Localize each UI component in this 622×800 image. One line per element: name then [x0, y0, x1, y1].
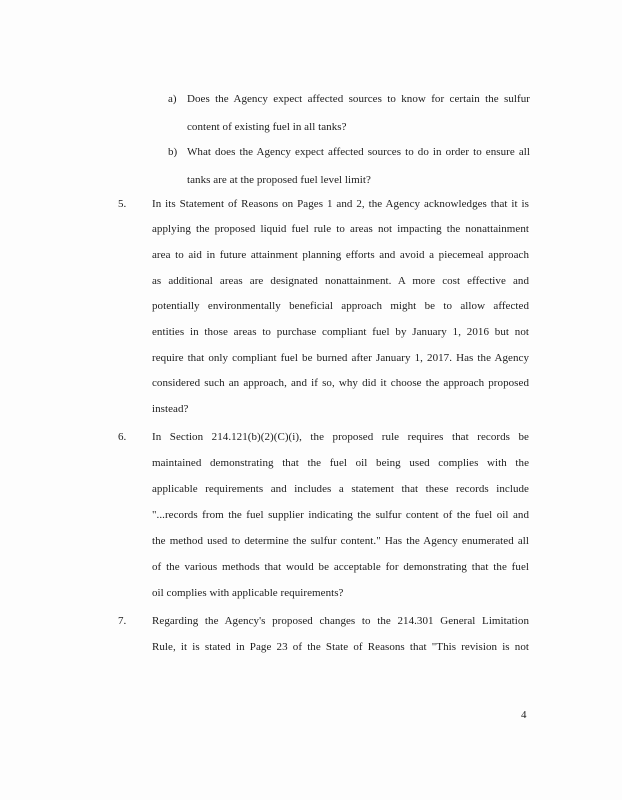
item-5-line-6: entities in those areas to purchase compliant fuel by January 1, 2016 but not [152, 326, 529, 338]
subitem-a-marker: a) [168, 93, 177, 105]
item-6-line-4: "...records from the fuel supplier indicating the sulfur content of the fuel oil and [152, 509, 529, 521]
subitem-b-line-1: What does the Agency expect affected sources to do in order to ensure all [187, 146, 530, 158]
item-5-line-9: instead? [152, 403, 189, 415]
item-5-line-8: considered such an approach, and if so, why did it choose the approach proposed [152, 377, 529, 389]
subitem-a-line-1: Does the Agency expect affected sources to know for certain the sulfur [187, 93, 530, 105]
item-6-number: 6. [118, 431, 127, 443]
page-number: 4 [521, 709, 527, 721]
item-5-line-4: as additional areas are designated nonattainment. A more cost effective and [152, 275, 529, 287]
item-7-line-2: Rule, it is stated in Page 23 of the State of Reasons that "This revision is not [152, 641, 529, 653]
subitem-a-line-2: content of existing fuel in all tanks? [187, 121, 347, 133]
subitem-b-line-2: tanks are at the proposed fuel level limit? [187, 174, 371, 186]
item-6-line-3: applicable requirements and includes a statement that these records include [152, 483, 529, 495]
item-5-number: 5. [118, 198, 127, 210]
item-5-line-7: require that only compliant fuel be burned after January 1, 2017. Has the Agency [152, 352, 529, 364]
item-7-line-1: Regarding the Agency's proposed changes to the 214.301 General Limitation [152, 615, 529, 627]
item-6-line-5: the method used to determine the sulfur content." Has the Agency enumerated all [152, 535, 529, 547]
item-7-number: 7. [118, 615, 127, 627]
item-5-line-2: applying the proposed liquid fuel rule to areas not impacting the nonattainment [152, 223, 529, 235]
item-5-line-3: area to aid in future attainment planning efforts and avoid a piecemeal approach [152, 249, 529, 261]
item-6-line-1: In Section 214.121(b)(2)(C)(i), the proposed rule requires that records be [152, 431, 529, 443]
item-5-line-5: potentially environmentally beneficial approach might be to allow affected [152, 300, 529, 312]
item-6-line-2: maintained demonstrating that the fuel oil being used complies with the [152, 457, 529, 469]
subitem-b-marker: b) [168, 146, 178, 158]
item-6-line-7: oil complies with applicable requirements? [152, 587, 344, 599]
item-5-line-1: In its Statement of Reasons on Pages 1 and 2, the Agency acknowledges that it is [152, 198, 529, 210]
item-6-line-6: of the various methods that would be acceptable for demonstrating that the fuel [152, 561, 529, 573]
